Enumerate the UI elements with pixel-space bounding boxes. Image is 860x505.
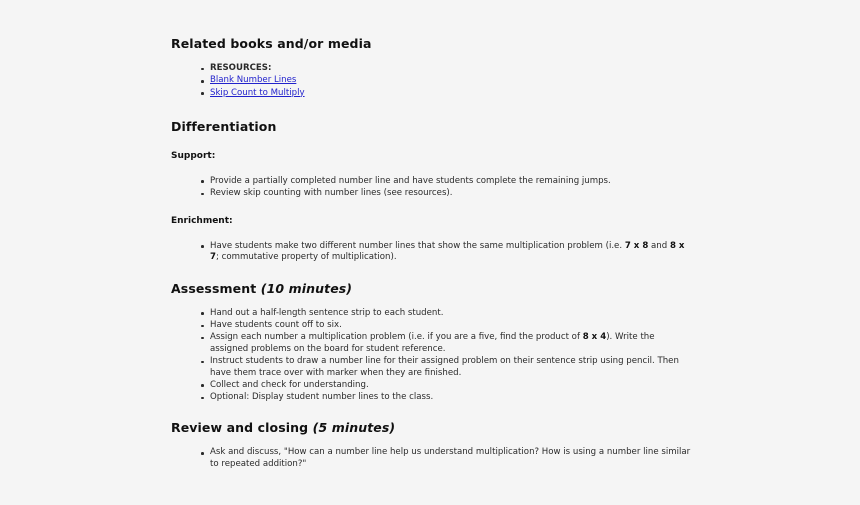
- list-item-link-skip-count-to-multiply: [201, 88, 693, 100]
- list-item: Optional: Display student number lines to the class.: [201, 392, 693, 404]
- list-item: [201, 241, 693, 264]
- spacer: [171, 228, 693, 241]
- text-fragment-bold: 8 x 4: [582, 332, 607, 343]
- spacer: [171, 404, 693, 420]
- link-skip-count-to-multiply[interactable]: Skip Count to Multiply: [210, 87, 305, 98]
- list-item: Have students count off to six.: [201, 320, 693, 332]
- text-fragment: and: [648, 240, 670, 251]
- spacer: [171, 163, 693, 176]
- spacer: [171, 52, 693, 63]
- text-fragment: ). Write the assigned problems on the board for student reference.: [210, 332, 655, 354]
- text-fragment-bold: 7 x 8: [624, 240, 649, 251]
- spacer: [171, 297, 693, 308]
- link-blank-number-lines[interactable]: Blank Number Lines: [210, 75, 297, 86]
- heading-text: Assessment: [171, 280, 257, 296]
- heading-duration: (5 minutes): [312, 420, 396, 436]
- enrichment-list: [171, 241, 693, 264]
- list-item: [201, 332, 693, 355]
- spacer: [171, 100, 693, 119]
- support-list: [171, 176, 693, 200]
- heading-text: Review and closing: [171, 420, 309, 436]
- heading-duration: (10 minutes): [260, 280, 353, 296]
- lesson-plan-content: [171, 36, 693, 471]
- text-fragment: Have students make two different number lines that show the same multiplication problem (i.e.: [210, 240, 625, 251]
- review-closing-list: [171, 447, 693, 470]
- text-fragment: ; commutative property of multiplication).: [215, 252, 397, 263]
- list-item: Instruct students to draw a number line for their assigned problem on their sentence strip using pencil. Then have them trace over with marker when they are finished.: [201, 356, 693, 379]
- section-heading-differentiation: Differentiation: [171, 118, 277, 134]
- text-fragment: Assign each number a multiplication problem (i.e. if you are a five, find the product of: [210, 332, 583, 343]
- section-heading-review-closing: [171, 420, 693, 436]
- text-fragment-bold: 8 x 7: [210, 240, 685, 263]
- sub-heading-enrichment: Enrichment:: [171, 216, 233, 227]
- related-media-list: [171, 63, 693, 99]
- spacer: [171, 200, 693, 216]
- list-item-resources-label: RESOURCES:: [201, 63, 693, 75]
- list-item: Provide a partially completed number line and have students complete the remaining jumps.: [201, 176, 693, 188]
- list-item: Ask and discuss, "How can a number line help us understand multiplication? How is using a number line similar to repeated addition?": [201, 447, 693, 470]
- list-item: Hand out a half-length sentence strip to each student.: [201, 308, 693, 320]
- list-item: Collect and check for understanding.: [201, 380, 693, 392]
- assessment-list: [171, 308, 693, 404]
- section-heading-assessment: [171, 281, 693, 297]
- list-item-link-blank-number-lines: [201, 75, 693, 87]
- spacer: [171, 135, 693, 151]
- spacer: [171, 265, 693, 281]
- spacer: [171, 436, 693, 447]
- section-heading-related-media: Related books and/or media: [171, 36, 372, 51]
- sub-heading-support: Support:: [171, 151, 216, 162]
- list-item: Review skip counting with number lines (see resources).: [201, 188, 693, 200]
